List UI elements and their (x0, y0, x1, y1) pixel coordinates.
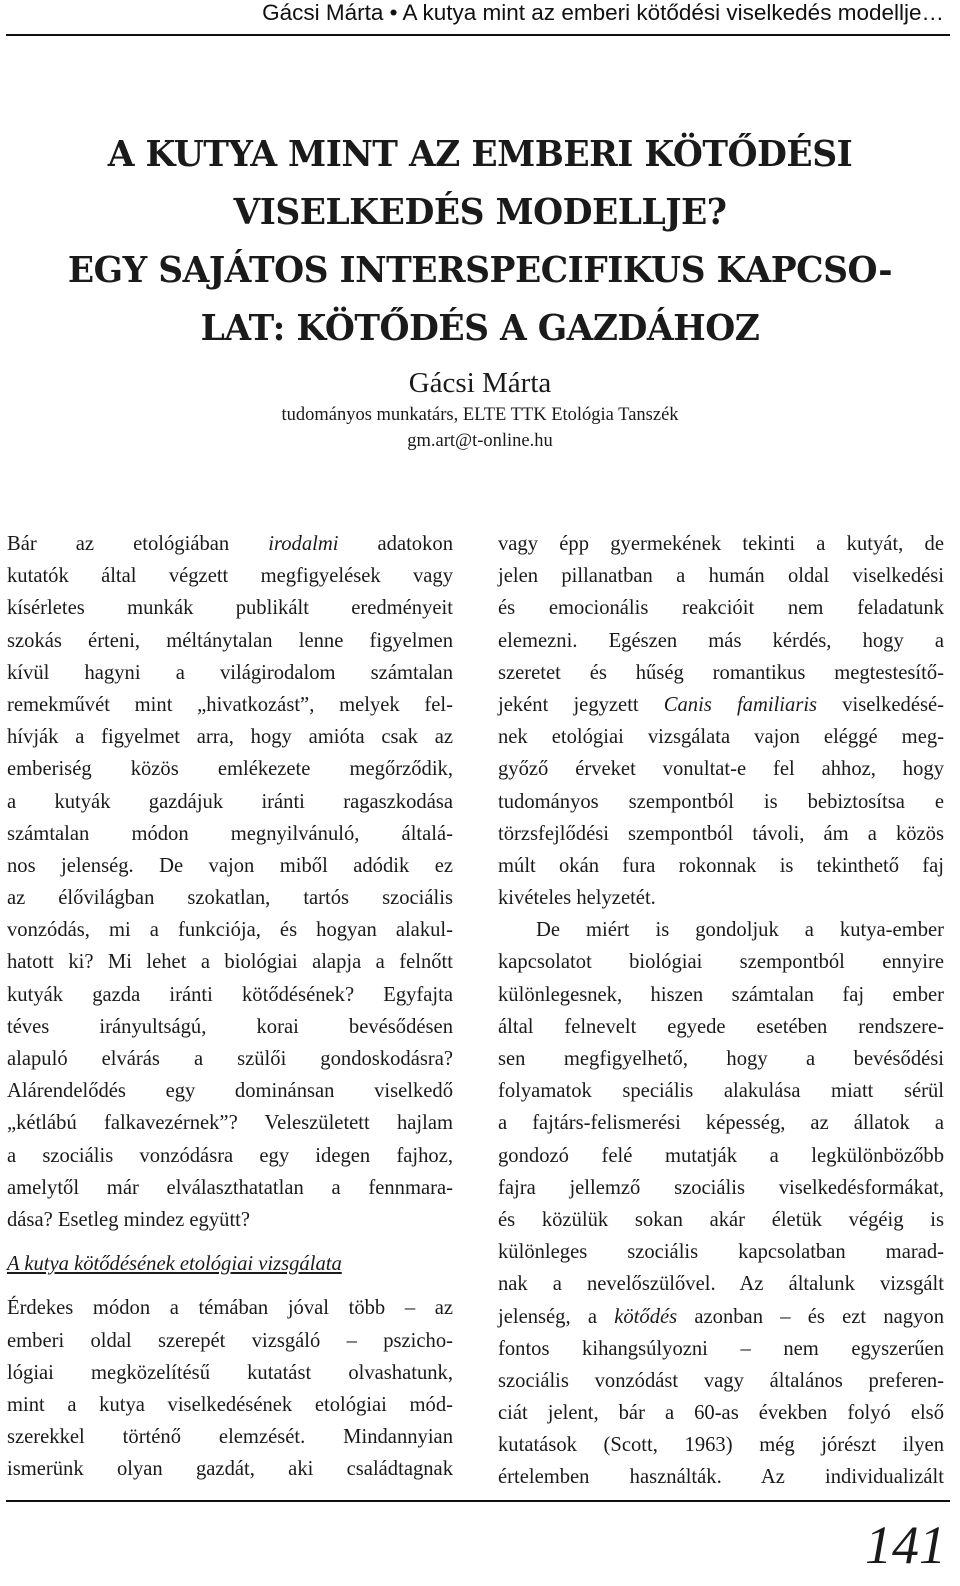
page-number: 141 (865, 1515, 946, 1575)
text-line: nos jelenség. De vajon miből adódik ez (7, 854, 453, 877)
text-line: elemezni. Egészen más kérdés, hogy a (498, 629, 944, 652)
spacer (7, 1236, 453, 1248)
text-line: nak a nevelőszülővel. Az általunk vizsgált (498, 1273, 944, 1296)
text-line: szociális vonzódást vagy általános preferen- (498, 1369, 944, 1392)
text-line: és közülük sokan akár életük végéig is (498, 1208, 944, 1231)
text-line: De miért is gondoljuk a kutya-ember (536, 919, 944, 942)
text-line: jeként jegyzett Canis familiaris viselkedésé- (498, 693, 944, 716)
text-line: és emocionális reakcióit nem feladatunk (498, 597, 944, 620)
paragraph (498, 914, 944, 1493)
title-line: EGY SAJÁTOS INTERSPECIFIKUS KAPCSO- (67, 250, 893, 291)
left-column (7, 528, 453, 1485)
title-line: VISELKEDÉS MODELLJE? (233, 192, 727, 233)
paragraph (7, 1292, 453, 1485)
text-line: emberi oldal szerepét vizsgáló – pszicho- (7, 1329, 453, 1352)
text-line: lógiai megközelítésű kutatást olvashatunk, (7, 1361, 453, 1384)
text-line: „kétlábú falkavezérnek”? Veleszületett hajlam (7, 1112, 453, 1135)
text-line: dása? Esetleg mindez együtt? (7, 1208, 251, 1231)
text-line: vonzódás, mi a funkciója, és hogyan alakul- (7, 919, 453, 942)
text-line: kísérletes munkák publikált eredményeit (7, 597, 453, 620)
section-heading: A kutya kötődésének etológiai vizsgálata (7, 1253, 342, 1276)
text-line: győző érveket vonultat-e fel ahhoz, hogy (498, 758, 944, 781)
text-line: sen megfigyelhető, hogy a bevésődési (498, 1048, 944, 1070)
text-line: fajra jellemző szociális viselkedésformákat, (498, 1176, 944, 1199)
text-line: jelen pillanatban a humán oldal viselkedési (498, 565, 944, 588)
text-line: múlt okán fura rokonnak is tekinthető faj (498, 854, 944, 877)
text-line: szeretet és hűség romantikus megtestesítő- (498, 661, 944, 684)
text-line: folyamatok speciális alakulása miatt sérül (498, 1080, 944, 1103)
text-line: Érdekes módon a témában jóval több – az (7, 1297, 453, 1320)
text-line: értelemben használták. Az individualizált (498, 1466, 944, 1489)
text-line: szokás érteni, méltánytalan lenne figyelmen (7, 629, 453, 652)
text-line: Bár az etológiában irodalmi adatokon (7, 533, 453, 555)
author-email[interactable]: gm.art@t-online.hu (407, 431, 553, 451)
top-rule (6, 34, 950, 36)
text-line: remekművét mint „hivatkozást”, melyek fel- (7, 693, 453, 716)
text-line: alapuló elvárás a szülői gondoskodásra? (7, 1048, 453, 1070)
text-line: által felnevelt egyede esetében rendszere- (498, 1015, 944, 1038)
text-line: kivételes helyzetét. (498, 887, 656, 910)
text-line: tudományos szempontból is bebiztosítsa e (498, 790, 944, 813)
text-line: szerekkel történő elemzését. Mindannyian (7, 1426, 453, 1449)
text-line: a kutyák gazdájuk iránti ragaszkodása (7, 790, 453, 813)
author-affiliation: tudományos munkatárs, ELTE TTK Etológia Tanszék (281, 405, 679, 425)
running-head: Gácsi Márta • A kutya mint az emberi kötődési viselkedés modellje… (262, 0, 944, 25)
right-column (498, 528, 944, 1494)
text-line: hatott ki? Mi lehet a biológiai alapja a felnőtt (7, 951, 453, 974)
text-line: ciát jelent, bár a 60-as években folyó első (498, 1402, 944, 1425)
text-line: kutyák gazda iránti kötődésének? Egyfajta (7, 983, 453, 1006)
text-line: jelenség, a kötődés azonban – és ezt nagyon (498, 1305, 944, 1328)
text-line: kapcsolatot biológiai szempontból ennyire (498, 951, 944, 974)
text-line: Alárendelődés egy dominánsan viselkedő (7, 1080, 453, 1103)
text-line: különleges szociális kapcsolatban marad- (498, 1241, 944, 1264)
title-line: A KUTYA MINT AZ EMBERI KÖTŐDÉSI (107, 134, 853, 175)
text-line: a szociális vonzódásra egy idegen fajhoz, (7, 1144, 453, 1167)
text-line: emberiség közös emlékezete megőrződik, (7, 758, 453, 781)
paragraph (498, 528, 944, 914)
text-line: vagy épp gyermekének tekinti a kutyát, de (498, 533, 944, 555)
text-line: amelytől már elválaszthatatlan a fennmara- (7, 1176, 453, 1199)
text-line: fontos kihangsúlyozni – nem egyszerűen (498, 1337, 944, 1360)
text-line: kutatók által végzett megfigyelések vagy (7, 565, 453, 588)
text-line: kutatások (Scott, 1963) még jórészt ilyen (498, 1434, 944, 1457)
text-line: törzsfejlődési szempontból távoli, ám a közös (498, 822, 944, 845)
spacer (7, 1280, 453, 1292)
text-line: az élővilágban szokatlan, tartós szociális (7, 887, 453, 910)
text-line: a fajtárs-felismerési képesség, az állatok a (498, 1112, 944, 1135)
text-line: mint a kutya viselkedésének etológiai mód- (7, 1393, 453, 1416)
paragraph (7, 528, 453, 1236)
bottom-rule (6, 1500, 950, 1502)
text-line: ismerünk olyan gazdát, aki családtagnak (7, 1458, 453, 1481)
author-name: Gácsi Márta (408, 367, 552, 399)
text-line: hívják a figyelmet arra, hogy amióta csak az (7, 726, 453, 749)
text-line: számtalan módon megnyilvánuló, általá- (7, 822, 453, 845)
text-line: kívül hagyni a világirodalom számtalan (7, 661, 453, 684)
text-line: téves irányultságú, korai bevésődésen (7, 1015, 453, 1038)
text-line: nek etológiai vizsgálata vajon eléggé meg- (498, 726, 944, 749)
text-line: különlegesnek, hiszen számtalan faj ember (498, 983, 944, 1006)
article-title (14, 126, 945, 358)
title-line: LAT: KÖTŐDÉS A GAZDÁHOZ (200, 308, 760, 349)
text-line: gondozó felé mutatják a legkülönbözőbb (498, 1144, 944, 1167)
